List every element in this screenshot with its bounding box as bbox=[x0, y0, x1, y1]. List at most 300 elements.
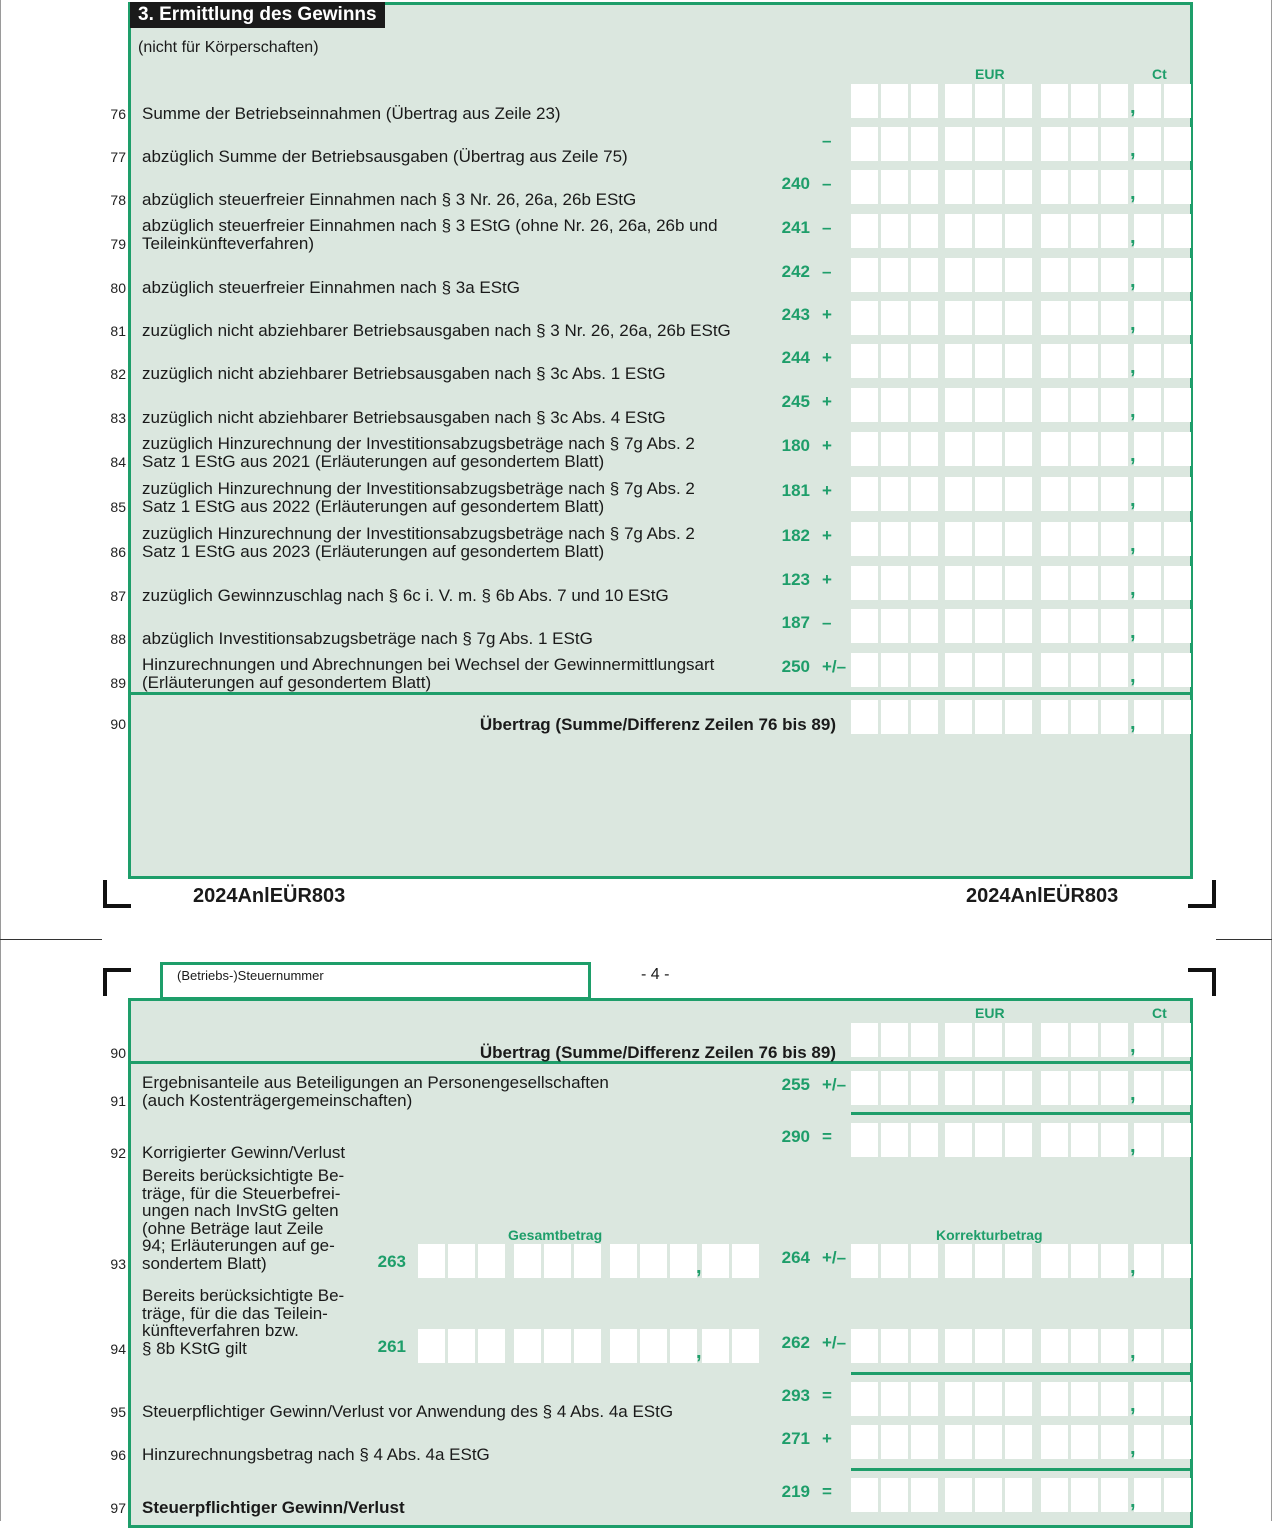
digit-cell[interactable] bbox=[911, 700, 938, 734]
digit-cell[interactable] bbox=[851, 1244, 878, 1278]
digit-cell[interactable] bbox=[1005, 700, 1032, 734]
crop-mark-bl bbox=[103, 880, 131, 908]
row-label: Bereits berücksichtigte Be- träge, für die Steuerbefrei- ungen nach InvStG gelten (ohne Beträge laut Zeile 94; Erläuterungen auf ge- sondertem Blatt) bbox=[142, 1166, 345, 1273]
digit-cell[interactable] bbox=[1071, 344, 1098, 378]
digit-cell[interactable] bbox=[1164, 1071, 1191, 1105]
digit-cell[interactable] bbox=[1134, 1329, 1161, 1363]
digit-cell[interactable] bbox=[1101, 344, 1128, 378]
digit-cell[interactable] bbox=[881, 258, 908, 292]
digit-cell[interactable] bbox=[1164, 1244, 1191, 1278]
digit-cell[interactable] bbox=[1071, 388, 1098, 422]
digit-cell[interactable] bbox=[1101, 477, 1128, 511]
digit-cell[interactable] bbox=[1005, 1478, 1032, 1512]
digit-cell[interactable] bbox=[1101, 700, 1128, 734]
digit-cell[interactable] bbox=[702, 1329, 729, 1363]
digit-cell[interactable] bbox=[851, 214, 878, 248]
digit-cell[interactable] bbox=[851, 84, 878, 118]
digit-cell[interactable] bbox=[1134, 477, 1161, 511]
digit-cell[interactable] bbox=[881, 1023, 908, 1057]
row-label: Übertrag (Summe/Differenz Zeilen 76 bis 89) bbox=[479, 1042, 836, 1062]
digit-cell[interactable] bbox=[1134, 84, 1161, 118]
digit-cell[interactable] bbox=[448, 1244, 475, 1278]
digit-cell[interactable] bbox=[1041, 84, 1068, 118]
digit-cell[interactable] bbox=[1071, 214, 1098, 248]
digit-cell[interactable] bbox=[1164, 522, 1191, 556]
digit-cell[interactable] bbox=[945, 258, 972, 292]
digit-cell[interactable] bbox=[975, 432, 1002, 466]
digit-cell[interactable] bbox=[881, 1425, 908, 1459]
digit-cell[interactable] bbox=[975, 700, 1002, 734]
digit-cell[interactable] bbox=[1041, 1123, 1068, 1157]
digit-cell[interactable] bbox=[911, 1478, 938, 1512]
digit-cell[interactable] bbox=[911, 1382, 938, 1416]
digit-cell[interactable] bbox=[1041, 301, 1068, 335]
digit-cell[interactable] bbox=[1101, 1382, 1128, 1416]
digit-cell[interactable] bbox=[975, 127, 1002, 161]
digit-cell[interactable] bbox=[1005, 566, 1032, 600]
digit-cell[interactable] bbox=[1041, 214, 1068, 248]
digit-cell[interactable] bbox=[851, 700, 878, 734]
digit-cell[interactable] bbox=[975, 344, 1002, 378]
digit-cell[interactable] bbox=[911, 522, 938, 556]
digit-cell[interactable] bbox=[514, 1329, 541, 1363]
digit-cell[interactable] bbox=[1041, 1425, 1068, 1459]
digit-cell[interactable] bbox=[851, 1023, 878, 1057]
digit-cell[interactable] bbox=[911, 1071, 938, 1105]
digit-cell[interactable] bbox=[945, 1382, 972, 1416]
digit-cell[interactable] bbox=[1005, 301, 1032, 335]
digit-cell[interactable] bbox=[1071, 127, 1098, 161]
digit-cell[interactable] bbox=[1041, 127, 1068, 161]
digit-cell[interactable] bbox=[911, 653, 938, 687]
digit-cell[interactable] bbox=[975, 84, 1002, 118]
digit-cell[interactable] bbox=[975, 388, 1002, 422]
digit-cell[interactable] bbox=[1164, 700, 1191, 734]
digit-cell[interactable] bbox=[881, 1244, 908, 1278]
digit-cell[interactable] bbox=[1101, 1023, 1128, 1057]
digit-cell[interactable] bbox=[851, 432, 878, 466]
digit-cell[interactable] bbox=[945, 609, 972, 643]
digit-cell[interactable] bbox=[1101, 1329, 1128, 1363]
digit-cell[interactable] bbox=[1005, 344, 1032, 378]
digit-cell[interactable] bbox=[945, 388, 972, 422]
digit-cell[interactable] bbox=[911, 1123, 938, 1157]
digit-cell[interactable] bbox=[1071, 1382, 1098, 1416]
digit-cell[interactable] bbox=[975, 170, 1002, 204]
digit-cell[interactable] bbox=[975, 609, 1002, 643]
digit-cell[interactable] bbox=[1005, 522, 1032, 556]
digit-cell[interactable] bbox=[881, 477, 908, 511]
digit-cell[interactable] bbox=[1164, 214, 1191, 248]
digit-cell[interactable] bbox=[945, 1071, 972, 1105]
digit-cell[interactable] bbox=[881, 84, 908, 118]
digit-cell[interactable] bbox=[1134, 1244, 1161, 1278]
digit-cell[interactable] bbox=[1041, 1329, 1068, 1363]
digit-cell[interactable] bbox=[418, 1329, 445, 1363]
digit-cell[interactable] bbox=[1071, 1478, 1098, 1512]
digit-cell[interactable] bbox=[478, 1244, 505, 1278]
digit-cell[interactable] bbox=[1164, 1478, 1191, 1512]
digit-cell[interactable] bbox=[418, 1244, 445, 1278]
digit-cell[interactable] bbox=[610, 1329, 637, 1363]
digit-cell[interactable] bbox=[851, 127, 878, 161]
digit-cell[interactable] bbox=[945, 700, 972, 734]
digit-cell[interactable] bbox=[851, 344, 878, 378]
digit-cell[interactable] bbox=[1071, 84, 1098, 118]
digit-cell[interactable] bbox=[1134, 609, 1161, 643]
digit-cell[interactable] bbox=[1101, 170, 1128, 204]
line-number: 89 bbox=[110, 675, 126, 691]
digit-cell[interactable] bbox=[732, 1244, 759, 1278]
digit-cell[interactable] bbox=[881, 1478, 908, 1512]
digit-cell[interactable] bbox=[1005, 84, 1032, 118]
digit-cell[interactable] bbox=[478, 1329, 505, 1363]
digit-cell[interactable] bbox=[514, 1244, 541, 1278]
digit-cell[interactable] bbox=[1101, 1425, 1128, 1459]
digit-cell[interactable] bbox=[1041, 344, 1068, 378]
digit-cell[interactable] bbox=[640, 1244, 667, 1278]
digit-cell[interactable] bbox=[911, 1023, 938, 1057]
digit-cell[interactable] bbox=[1101, 84, 1128, 118]
digit-cell[interactable] bbox=[1071, 1425, 1098, 1459]
digit-cell[interactable] bbox=[881, 432, 908, 466]
digit-cell[interactable] bbox=[1164, 170, 1191, 204]
digit-cell[interactable] bbox=[1071, 170, 1098, 204]
digit-cell[interactable] bbox=[1164, 301, 1191, 335]
digit-cell[interactable] bbox=[1164, 1023, 1191, 1057]
digit-cell[interactable] bbox=[1041, 653, 1068, 687]
digit-cell[interactable] bbox=[881, 609, 908, 643]
digit-cell[interactable] bbox=[1101, 432, 1128, 466]
digit-cell[interactable] bbox=[1164, 1382, 1191, 1416]
field-code: 244 bbox=[781, 348, 810, 367]
digit-cell[interactable] bbox=[1134, 522, 1161, 556]
digit-cell[interactable] bbox=[1071, 1123, 1098, 1157]
digit-cell[interactable] bbox=[1005, 170, 1032, 204]
digit-cell[interactable] bbox=[851, 170, 878, 204]
digit-cell[interactable] bbox=[881, 700, 908, 734]
digit-cell[interactable] bbox=[945, 653, 972, 687]
digit-cell[interactable] bbox=[1134, 432, 1161, 466]
digit-cell[interactable] bbox=[640, 1329, 667, 1363]
digit-cell[interactable] bbox=[1041, 1244, 1068, 1278]
digit-cell[interactable] bbox=[1071, 1023, 1098, 1057]
decimal-comma: , bbox=[1130, 1135, 1136, 1157]
digit-cell[interactable] bbox=[911, 127, 938, 161]
line-number: 83 bbox=[110, 410, 126, 426]
digit-cell[interactable] bbox=[1101, 301, 1128, 335]
digit-cell[interactable] bbox=[1041, 432, 1068, 466]
tax-number-field[interactable] bbox=[160, 962, 591, 1000]
digit-cell[interactable] bbox=[1134, 1425, 1161, 1459]
digit-cell[interactable] bbox=[1041, 1023, 1068, 1057]
digit-cell[interactable] bbox=[1134, 258, 1161, 292]
row-label: zuzüglich nicht abziehbarer Betriebsausgaben nach § 3c Abs. 4 EStG bbox=[142, 407, 666, 427]
row-label: zuzüglich Hinzurechnung der Investitionsabzugsbeträge nach § 7g Abs. 2 Satz 1 EStG aus 2023 (Erläuterungen auf gesondertem Blatt) bbox=[142, 524, 695, 561]
digit-cell[interactable] bbox=[1164, 388, 1191, 422]
digit-cell[interactable] bbox=[975, 522, 1002, 556]
digit-cell[interactable] bbox=[1005, 609, 1032, 643]
digit-cell[interactable] bbox=[975, 1244, 1002, 1278]
digit-cell[interactable] bbox=[881, 1071, 908, 1105]
digit-cell[interactable] bbox=[975, 1071, 1002, 1105]
digit-cell[interactable] bbox=[945, 170, 972, 204]
digit-cell[interactable] bbox=[1164, 344, 1191, 378]
digit-cell[interactable] bbox=[1101, 1244, 1128, 1278]
digit-cell[interactable] bbox=[1164, 1425, 1191, 1459]
digit-cell[interactable] bbox=[945, 344, 972, 378]
digit-cell[interactable] bbox=[975, 1478, 1002, 1512]
digit-cell[interactable] bbox=[975, 1123, 1002, 1157]
digit-cell[interactable] bbox=[1041, 477, 1068, 511]
digit-cell[interactable] bbox=[1134, 1023, 1161, 1057]
digit-cell[interactable] bbox=[911, 609, 938, 643]
digit-cell[interactable] bbox=[881, 344, 908, 378]
digit-cell[interactable] bbox=[1164, 566, 1191, 600]
digit-cell[interactable] bbox=[945, 1329, 972, 1363]
digit-cell[interactable] bbox=[975, 477, 1002, 511]
digit-cell[interactable] bbox=[851, 653, 878, 687]
tax-number-label: (Betriebs-)Steuernummer bbox=[177, 968, 324, 983]
digit-cell[interactable] bbox=[851, 388, 878, 422]
digit-cell[interactable] bbox=[1134, 1123, 1161, 1157]
digit-cell[interactable] bbox=[702, 1244, 729, 1278]
digit-cell[interactable] bbox=[911, 170, 938, 204]
digit-cell[interactable] bbox=[1071, 653, 1098, 687]
digit-cell[interactable] bbox=[911, 344, 938, 378]
digit-cell[interactable] bbox=[544, 1244, 571, 1278]
digit-cell[interactable] bbox=[911, 84, 938, 118]
digit-cell[interactable] bbox=[1005, 1244, 1032, 1278]
digit-cell[interactable] bbox=[945, 1123, 972, 1157]
digit-cell[interactable] bbox=[1134, 301, 1161, 335]
digit-cell[interactable] bbox=[911, 1425, 938, 1459]
digit-cell[interactable] bbox=[851, 1329, 878, 1363]
digit-cell[interactable] bbox=[851, 301, 878, 335]
digit-cell[interactable] bbox=[1041, 609, 1068, 643]
digit-cell[interactable] bbox=[975, 258, 1002, 292]
digit-cell[interactable] bbox=[1134, 344, 1161, 378]
digit-cell[interactable] bbox=[851, 1478, 878, 1512]
digit-cell[interactable] bbox=[1101, 609, 1128, 643]
digit-cell[interactable] bbox=[1005, 1071, 1032, 1105]
digit-cell[interactable] bbox=[1041, 1071, 1068, 1105]
digit-cell[interactable] bbox=[1164, 258, 1191, 292]
digit-cell[interactable] bbox=[1164, 609, 1191, 643]
digit-cell[interactable] bbox=[670, 1244, 697, 1278]
digit-cell[interactable] bbox=[1071, 1244, 1098, 1278]
digit-cell[interactable] bbox=[1005, 1425, 1032, 1459]
line-number: 80 bbox=[110, 280, 126, 296]
digit-cell[interactable] bbox=[1164, 127, 1191, 161]
digit-cell[interactable] bbox=[945, 1244, 972, 1278]
digit-cell[interactable] bbox=[945, 477, 972, 511]
digit-cell[interactable] bbox=[1101, 1123, 1128, 1157]
line-number: 85 bbox=[110, 499, 126, 515]
digit-cell[interactable] bbox=[975, 1382, 1002, 1416]
line-number: 97 bbox=[110, 1500, 126, 1516]
digit-cell[interactable] bbox=[1005, 1382, 1032, 1416]
digit-cell[interactable] bbox=[574, 1244, 601, 1278]
digit-cell[interactable] bbox=[851, 1071, 878, 1105]
digit-cell[interactable] bbox=[1071, 1329, 1098, 1363]
digit-cell[interactable] bbox=[1005, 214, 1032, 248]
digit-cell[interactable] bbox=[851, 1123, 878, 1157]
digit-cell[interactable] bbox=[1101, 214, 1128, 248]
digit-cell[interactable] bbox=[544, 1329, 571, 1363]
digit-cell[interactable] bbox=[1041, 522, 1068, 556]
digit-cell[interactable] bbox=[851, 609, 878, 643]
digit-cell[interactable] bbox=[1071, 700, 1098, 734]
digit-cell[interactable] bbox=[1164, 432, 1191, 466]
digit-cell[interactable] bbox=[1164, 1123, 1191, 1157]
digit-cell[interactable] bbox=[945, 1425, 972, 1459]
digit-cell[interactable] bbox=[1041, 1382, 1068, 1416]
digit-cell[interactable] bbox=[911, 214, 938, 248]
digit-cell[interactable] bbox=[1071, 566, 1098, 600]
digit-cell[interactable] bbox=[1164, 653, 1191, 687]
digit-cell[interactable] bbox=[945, 1023, 972, 1057]
digit-cell[interactable] bbox=[1134, 566, 1161, 600]
digit-cell[interactable] bbox=[881, 653, 908, 687]
digit-cell[interactable] bbox=[911, 1244, 938, 1278]
digit-cell[interactable] bbox=[1101, 1478, 1128, 1512]
digit-cell[interactable] bbox=[1041, 388, 1068, 422]
line-number: 94 bbox=[110, 1341, 126, 1357]
digit-cell[interactable] bbox=[1134, 170, 1161, 204]
digit-cell[interactable] bbox=[1101, 388, 1128, 422]
digit-cell[interactable] bbox=[1071, 477, 1098, 511]
digit-cell[interactable] bbox=[1101, 258, 1128, 292]
row-label: abzüglich steuerfreier Einnahmen nach § 3 Nr. 26, 26a, 26b EStG bbox=[142, 189, 637, 209]
digit-cell[interactable] bbox=[975, 1023, 1002, 1057]
digit-cell[interactable] bbox=[975, 566, 1002, 600]
digit-cell[interactable] bbox=[1134, 653, 1161, 687]
digit-cell[interactable] bbox=[945, 301, 972, 335]
digit-cell[interactable] bbox=[881, 388, 908, 422]
digit-cell[interactable] bbox=[881, 566, 908, 600]
digit-cell[interactable] bbox=[1164, 84, 1191, 118]
digit-cell[interactable] bbox=[1134, 700, 1161, 734]
line-number: 81 bbox=[110, 323, 126, 339]
digit-cell[interactable] bbox=[975, 653, 1002, 687]
digit-cell[interactable] bbox=[1005, 1123, 1032, 1157]
digit-cell[interactable] bbox=[945, 1478, 972, 1512]
digit-cell[interactable] bbox=[911, 388, 938, 422]
digit-cell[interactable] bbox=[1005, 388, 1032, 422]
digit-cell[interactable] bbox=[1005, 1329, 1032, 1363]
digit-cell[interactable] bbox=[1134, 127, 1161, 161]
digit-cell[interactable] bbox=[851, 1425, 878, 1459]
digit-cell[interactable] bbox=[911, 258, 938, 292]
digit-cell[interactable] bbox=[1041, 566, 1068, 600]
row-label: zuzüglich Gewinnzuschlag nach § 6c i. V. m. § 6b Abs. 7 und 10 EStG bbox=[142, 585, 669, 605]
digit-cell[interactable] bbox=[911, 301, 938, 335]
digit-cell[interactable] bbox=[1134, 388, 1161, 422]
digit-cell[interactable] bbox=[975, 214, 1002, 248]
digit-cell[interactable] bbox=[1041, 700, 1068, 734]
operator-sign: +/– bbox=[822, 1333, 847, 1352]
digit-cell[interactable] bbox=[881, 1329, 908, 1363]
digit-cell[interactable] bbox=[1071, 432, 1098, 466]
digit-cell[interactable] bbox=[1101, 127, 1128, 161]
digit-cell[interactable] bbox=[945, 522, 972, 556]
digit-cell[interactable] bbox=[574, 1329, 601, 1363]
digit-cell[interactable] bbox=[911, 477, 938, 511]
digit-cell[interactable] bbox=[1005, 432, 1032, 466]
digit-cell[interactable] bbox=[945, 432, 972, 466]
digit-cell[interactable] bbox=[1134, 214, 1161, 248]
digit-cell[interactable] bbox=[911, 566, 938, 600]
digit-cell[interactable] bbox=[1005, 477, 1032, 511]
digit-cell[interactable] bbox=[945, 214, 972, 248]
digit-cell[interactable] bbox=[1134, 1478, 1161, 1512]
digit-cell[interactable] bbox=[670, 1329, 697, 1363]
digit-cell[interactable] bbox=[1164, 1329, 1191, 1363]
digit-cell[interactable] bbox=[610, 1244, 637, 1278]
digit-cell[interactable] bbox=[851, 477, 878, 511]
digit-cell[interactable] bbox=[945, 127, 972, 161]
digit-cell[interactable] bbox=[975, 1329, 1002, 1363]
digit-cell[interactable] bbox=[1101, 522, 1128, 556]
digit-cell[interactable] bbox=[448, 1329, 475, 1363]
digit-cell[interactable] bbox=[851, 566, 878, 600]
digit-cell[interactable] bbox=[881, 214, 908, 248]
digit-cell[interactable] bbox=[975, 1425, 1002, 1459]
digit-cell[interactable] bbox=[1005, 653, 1032, 687]
digit-cell[interactable] bbox=[911, 1329, 938, 1363]
digit-cell[interactable] bbox=[945, 84, 972, 118]
digit-cell[interactable] bbox=[881, 1382, 908, 1416]
field-code: 264 bbox=[781, 1248, 810, 1267]
digit-cell[interactable] bbox=[1041, 258, 1068, 292]
digit-cell[interactable] bbox=[1071, 258, 1098, 292]
digit-cell[interactable] bbox=[1164, 477, 1191, 511]
digit-cell[interactable] bbox=[1101, 1071, 1128, 1105]
crop-mark-tr bbox=[1188, 968, 1216, 996]
digit-cell[interactable] bbox=[1101, 653, 1128, 687]
digit-cell[interactable] bbox=[975, 301, 1002, 335]
digit-cell[interactable] bbox=[881, 1123, 908, 1157]
field-code: 261 bbox=[377, 1337, 406, 1356]
digit-cell[interactable] bbox=[911, 432, 938, 466]
line-number: 91 bbox=[110, 1093, 126, 1109]
digit-cell[interactable] bbox=[732, 1329, 759, 1363]
digit-cell[interactable] bbox=[1134, 1071, 1161, 1105]
digit-cell[interactable] bbox=[851, 258, 878, 292]
digit-cell[interactable] bbox=[1041, 170, 1068, 204]
form-id-right: 2024AnlEÜR803 bbox=[966, 885, 1119, 907]
digit-cell[interactable] bbox=[1071, 522, 1098, 556]
digit-cell[interactable] bbox=[1071, 1071, 1098, 1105]
digit-cell[interactable] bbox=[1005, 1023, 1032, 1057]
digit-cell[interactable] bbox=[1134, 1382, 1161, 1416]
digit-cell[interactable] bbox=[851, 522, 878, 556]
digit-cell[interactable] bbox=[851, 1382, 878, 1416]
digit-cell[interactable] bbox=[881, 170, 908, 204]
digit-cell[interactable] bbox=[945, 566, 972, 600]
digit-cell[interactable] bbox=[1041, 1478, 1068, 1512]
field-code: 293 bbox=[781, 1386, 810, 1405]
digit-cell[interactable] bbox=[1005, 258, 1032, 292]
digit-cell[interactable] bbox=[1071, 609, 1098, 643]
digit-cell[interactable] bbox=[881, 127, 908, 161]
digit-cell[interactable] bbox=[881, 301, 908, 335]
digit-cell[interactable] bbox=[1071, 301, 1098, 335]
digit-cell[interactable] bbox=[1101, 566, 1128, 600]
digit-cell[interactable] bbox=[1005, 127, 1032, 161]
digit-cell[interactable] bbox=[881, 522, 908, 556]
